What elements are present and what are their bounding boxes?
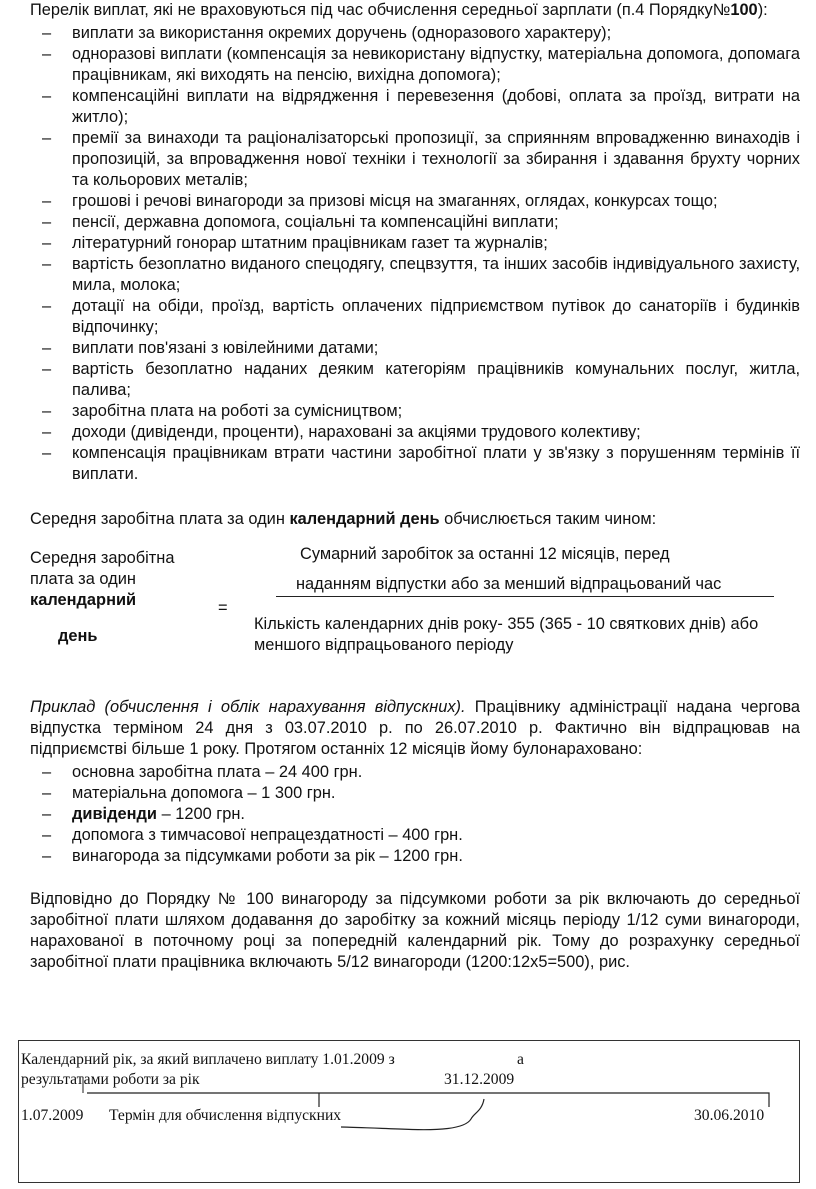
formula	[30, 544, 800, 669]
denominator: Кількість календарних днів року- 355 (365 - 10 святкових днів) або меншого відпрацьованого періоду	[254, 615, 759, 654]
example-list	[30, 762, 800, 867]
list-item: – дивіденди – 1200 грн.	[30, 804, 800, 825]
document-page	[30, 0, 800, 973]
numerator-line2: наданням відпустки або за менший відпрацьований час	[276, 574, 774, 597]
calendar-day-paragraph: Середня заробітна плата за один календарний день обчислюється таким чином:	[30, 510, 657, 528]
list-item: – премії за винаходи та раціоналізаторські пропозиції, за сприянням впровадженню винаходів і пропозицій, за впровадження нової техніки і технології за збирання і здавання брухту чорних та кольорових металів;	[30, 128, 800, 191]
list-item: – вартість безоплатно виданого спецодягу, спецвзуття, та інших засобів індивідуального захисту, мила, молока;	[30, 254, 800, 296]
list-item: – винагорода за підсумками роботи за рік – 1200 грн.	[30, 846, 800, 867]
list-item: – вартість безоплатно наданих деяким категоріям працівників комунальних послуг, житла, палива;	[30, 359, 800, 401]
list-item: – доходи (дивіденди, проценти), нараховані за акціями трудового колективу;	[30, 422, 800, 443]
list-item: – виплати за використання окремих доручень (одноразового характеру);	[30, 23, 800, 44]
list-item: – грошові і речові винагороди за призові місця на змаганнях, оглядах, конкурсах тощо;	[30, 191, 800, 212]
list-item: – одноразові виплати (компенсація за невикористану відпустку, матеріальна допомога, допомага працівникам, які виходять на пенсію, вихідна допомога);	[30, 44, 800, 86]
list-item: – заробітна плата на роботі за сумісництвом;	[30, 401, 800, 422]
intro-paragraph: Перелік виплат, які не враховуються під час обчислення середньої зарплати (п.4 Порядку№100):	[30, 1, 768, 19]
numerator-line1: Сумарний заробіток за останні 12 місяців, перед	[300, 545, 670, 563]
period-diagram: Календарний рік, за який виплачено виплату 1.01.2009 з а результатами роботи за рік 31.12.2009 1.07.2009 Термін для обчислення відпускних 30.06.2010	[18, 1040, 800, 1183]
list-item: – компенсаційні виплати на відрядження і перевезення (добові, оплата за проїзд, витрати на житло);	[30, 86, 800, 128]
list-item: – виплати пов'язані з ювілейними датами;	[30, 338, 800, 359]
list-item: – літературний гонорар штатним працівникам газет та журналів;	[30, 233, 800, 254]
conclusion-paragraph: Відповідно до Порядку № 100 винагороду за підсумкоми роботи за рік включають до середньої заробітної плати шляхом додавання до заробітку за кожний місяць періоду 1/12 суми винагороди, нарахованої в поточному році за попередній календарний рік. Тому до розрахунку середньої заробітної плати працівника включають 5/12 винагороди (1200:12х5=500), рис.	[30, 890, 800, 971]
list-item: – дотації на обіди, проїзд, вартість оплачених підприємством путівок до санаторіїв і будинків відпочинку;	[30, 296, 800, 338]
example-paragraph: Приклад (обчислення і облік нарахування відпускних). Працівнику адміністрації надана чергова відпустка терміном 24 дня з 03.07.2010 р. по 26.07.2010 р. Фактично він відпрацював на підприємстві більше 1 року. Протягом останніх 12 місяців йому булонараховано:	[30, 698, 800, 758]
exclusions-list	[30, 23, 800, 485]
formula-left: Середня заробітна плата за один календарний день	[30, 549, 175, 645]
list-item: – допомога з тимчасової непрацездатності – 400 грн.	[30, 825, 800, 846]
list-item: – компенсація працівникам втрати частини заробітної плати у зв'язку з порушенням термінів її виплати.	[30, 443, 800, 485]
list-item: – матеріальна допомога – 1 300 грн.	[30, 783, 800, 804]
list-item: – основна заробітна плата – 24 400 грн.	[30, 762, 800, 783]
equals-sign: =	[218, 599, 228, 617]
list-item: – пенсії, державна допомога, соціальні та компенсаційні виплати;	[30, 212, 800, 233]
